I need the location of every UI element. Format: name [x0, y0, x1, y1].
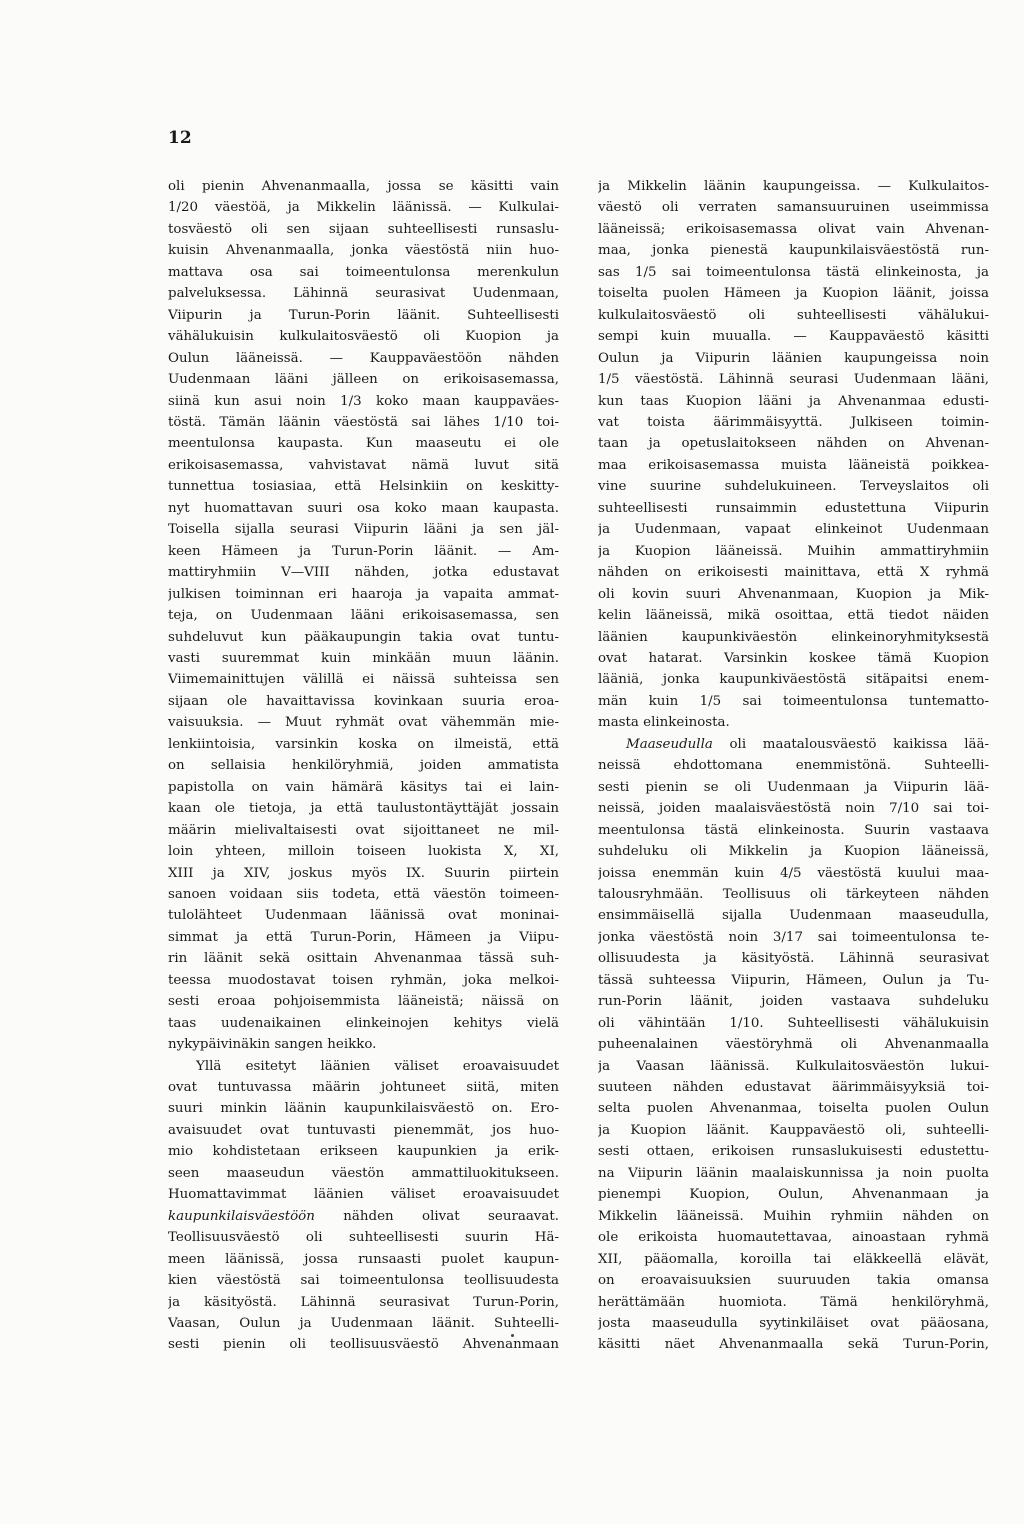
- text-line: Uudenmaan lääni jälleen on erikoisasemassa,: [168, 372, 559, 388]
- text-line: maa, jonka pienestä kaupunkilaisväestöstä run-: [598, 243, 989, 259]
- text-line: meentulonsa kaupasta. Kun maaseutu ei ole: [168, 436, 559, 452]
- text-line: vasti suuremmat kuin minkään muun läänin.: [168, 650, 559, 666]
- text-line: lääneissä; erikoisasemassa olivat vain Ahvenan-: [598, 221, 989, 237]
- text-line: XIII ja XIV, joskus myös IX. Suurin piirtein: [168, 865, 559, 881]
- text-line: tunnettua tosiasiaa, että Helsinkiin on keskitty-: [168, 479, 559, 495]
- text-line: ja Kuopion läänit. Kauppaväestö oli, suhteelli-: [598, 1122, 989, 1138]
- text-line: ja Kuopion lääneissä. Muihin ammattiryhmiin: [598, 543, 989, 559]
- text-line: [598, 734, 989, 755]
- text-line: ovat tuntuvassa määrin johtuneet siitä, miten: [168, 1080, 559, 1096]
- text-line: sijaan ole havaittavissa kovinkaan suuria eroa-: [168, 693, 559, 709]
- right-column: [598, 176, 989, 1356]
- text-line: jonka väestöstä noin 3/17 sai toimeentulonsa te-: [598, 929, 989, 945]
- text-line: mattiryhmiin V—VIII nähden, jotka edustavat: [168, 565, 559, 581]
- text-line: teessa muodostavat toisen ryhmän, joka melkoi-: [168, 972, 559, 988]
- text-line: oli vähintään 1/10. Suhteellisesti vähälukuisin: [598, 1015, 989, 1031]
- text-line: rin läänit sekä osittain Ahvenanmaa tässä suh-: [168, 951, 559, 967]
- stray-print-mark: [511, 1334, 514, 1337]
- text-line: meen läänissä, jossa runsaasti puolet kaupun-: [168, 1251, 559, 1267]
- page-number: 12: [168, 128, 192, 148]
- text-line: suuteen nähden edustavat äärimmäisyyksiä toi-: [598, 1080, 989, 1096]
- text-line: määrin mielivaltaisesti ovat sijoittaneet ne mil-: [168, 822, 559, 838]
- text-line: 1/5 väestöstä. Lähinnä seurasi Uudenmaan lääni,: [598, 372, 989, 388]
- text-line: kuisin Ahvenanmaalla, jonka väestöstä niin huo-: [168, 243, 559, 259]
- text-line: suhdeluku oli Mikkelin ja Kuopion lääneissä,: [598, 844, 989, 860]
- text-line: julkisen toiminnan eri haaroja ja vapaita ammat-: [168, 586, 559, 602]
- text-line: Yllä esitetyt läänien väliset eroavaisuudet: [196, 1058, 559, 1074]
- text-line: nyt huomattavan suuri osa koko maan kaupasta.: [168, 500, 559, 516]
- text-line: Viipurin ja Turun-Porin läänit. Suhteellisesti: [168, 307, 559, 323]
- text-line: käsitti näet Ahvenanmaalla sekä Turun-Porin,: [598, 1337, 989, 1353]
- text-line: ja käsityöstä. Lähinnä seurasivat Turun-Porin,: [168, 1294, 559, 1310]
- text-line: kelin lääneissä, mikä osoittaa, että tiedot näiden: [598, 608, 989, 624]
- text-line: teja, on Uudenmaan lääni erikoisasemassa, sen: [168, 608, 559, 624]
- text-line: ja Vaasan läänissä. Kulkulaitosväestön lukui-: [598, 1058, 989, 1074]
- text-line: Teollisuusväestö oli suhteellisesti suurin Hä-: [168, 1230, 559, 1246]
- text-line: Viimemainittujen välillä ei näissä suhteissa sen: [168, 672, 559, 688]
- text-line: simmat ja että Turun-Porin, Hämeen ja Viipu-: [168, 929, 559, 945]
- text-line: ovat hatarat. Varsinkin koskee tämä Kuopion: [598, 650, 989, 666]
- text-line: sesti eroaa pohjoisemmista lääneistä; näissä on: [168, 994, 559, 1010]
- text-line: siinä kun asui noin 1/3 koko maan kauppaväes-: [168, 393, 559, 409]
- text-line: na Viipurin läänin maalaiskunnissa ja noin puolta: [598, 1165, 989, 1181]
- text-line: puheenalainen väestöryhmä oli Ahvenanmaalla: [598, 1037, 989, 1053]
- text-line: sanoen voidaan siis todeta, että väestön toimeen-: [168, 886, 559, 902]
- text-line: sempi kuin muualla. — Kauppaväestö käsitti: [598, 329, 989, 345]
- text-line: mattava osa sai toimeentulonsa merenkulun: [168, 264, 559, 280]
- text-line: ja Uudenmaan, vapaat elinkeinot Uudenmaan: [598, 522, 989, 538]
- text-line: mio kohdistetaan erikseen kaupunkien ja erik-: [168, 1144, 559, 1160]
- text-line: selta puolen Ahvenanmaa, toiselta puolen Oulun: [598, 1101, 989, 1117]
- text-line: toiselta puolen Hämeen ja Kuopion läänit, joissa: [598, 286, 989, 302]
- text-line: töstä. Tämän läänin väestöstä sai lähes 1/10 toi-: [168, 414, 559, 430]
- text-line: tulolähteet Uudenmaan läänissä ovat moninai-: [168, 908, 559, 924]
- text-line: loin yhteen, milloin toiseen luokista X, XI,: [168, 844, 559, 860]
- text-line: Mikkelin lääneissä. Muihin ryhmiin nähden on: [598, 1208, 989, 1224]
- text-line: erikoisasemassa, vahvistavat nämä luvut sitä: [168, 457, 559, 473]
- text-line: meentulonsa tästä elinkeinosta. Suurin vastaava: [598, 822, 989, 838]
- text-line: vine suurine suhdelukuineen. Terveyslaitos oli: [598, 479, 989, 495]
- text-line: kulkulaitosväestö oli suhteellisesti vähälukui-: [598, 307, 989, 323]
- text-line: ole erikoista huomautettavaa, ainoastaan ryhmä: [598, 1230, 989, 1246]
- text-line: taas uudenaikainen elinkeinojen kehitys vielä: [168, 1015, 559, 1031]
- text-line: sas 1/5 sai toimeentulonsa tästä elinkeinosta, ja: [598, 264, 989, 280]
- text-line: Oulun lääneissä. — Kauppaväestöön nähden: [168, 350, 559, 366]
- text-line: ja Mikkelin läänin kaupungeissa. — Kulkulaitos-: [598, 179, 989, 194]
- text-line: kien väestöstä sai toimeentulonsa teollisuudesta: [168, 1273, 559, 1289]
- text-line: vat toista äärimmäisyyttä. Julkiseen toimin-: [598, 414, 989, 430]
- text-line: avaisuudet ovat tuntuvasti pienemmät, jos huo-: [168, 1122, 559, 1138]
- text-line: keen Hämeen ja Turun-Porin läänit. — Am-: [168, 543, 559, 559]
- text-line: [168, 1206, 559, 1227]
- text-line: nähden on erikoisesti mainittava, että X ryhmä: [598, 565, 989, 581]
- text-line: seen maaseudun väestön ammattiluokitukseen.: [168, 1165, 559, 1181]
- text-line: 1/20 väestöä, ja Mikkelin läänissä. — Kulkulai-: [168, 200, 559, 216]
- text-line: run-Porin läänit, joiden vastaava suhdeluku: [598, 994, 989, 1010]
- text-line: väestö oli verraten samansuuruinen useimmissa: [598, 200, 989, 216]
- text-line: läänien kaupunkiväestön elinkeinoryhmityksestä: [598, 629, 989, 645]
- italic-term: Maaseudulla: [626, 736, 713, 752]
- text-line: pienempi Kuopion, Oulun, Ahvenanmaan ja: [598, 1187, 989, 1203]
- text-line: on eroavaisuuksien suuruuden takia omansa: [598, 1273, 989, 1289]
- text-line: XII, pääomalla, koroilla tai eläkkeellä elävät,: [598, 1251, 989, 1267]
- text-line: masta elinkeinosta.: [598, 715, 730, 731]
- text-segment: oli maatalousväestö kaikissa lää-: [712, 736, 989, 752]
- text-line: tosväestö oli sen sijaan suhteellisesti runsaslu-: [168, 221, 559, 237]
- text-line: ollisuudesta ja käsityöstä. Lähinnä seurasivat: [598, 951, 989, 967]
- text-line: on sellaisia henkilöryhmiä, joiden ammatista: [168, 758, 559, 774]
- text-line: Toisella sijalla seurasi Viipurin lääni ja sen jäl-: [168, 522, 559, 538]
- text-line: Huomattavimmat läänien väliset eroavaisuudet: [168, 1187, 559, 1203]
- text-line: palveluksessa. Lähinnä seurasivat Uudenmaan,: [168, 286, 559, 302]
- text-line: sesti pienin se oli Uudenmaan ja Viipurin lää-: [598, 779, 989, 795]
- text-line: kaan ole tietoja, ja että taulustontäyttäjät jossain: [168, 801, 559, 817]
- text-line: papistolla on vain hämärä käsitys tai ei lain-: [168, 779, 559, 795]
- text-line: sesti pienin oli teollisuusväestö Ahvenanmaan: [168, 1337, 559, 1353]
- left-column: [168, 176, 559, 1356]
- text-line: suuri minkin läänin kaupunkilaisväestö on. Ero-: [168, 1101, 559, 1117]
- text-line: neissä ehdottomana enemmistönä. Suhteelli-: [598, 758, 989, 774]
- text-line: ensimmäisellä sijalla Uudenmaan maaseudulla,: [598, 908, 989, 924]
- text-line: Oulun ja Viipurin läänien kaupungeissa noin: [598, 350, 989, 366]
- text-line: kun taas Kuopion lääni ja Ahvenanmaa edusti-: [598, 393, 989, 409]
- italic-term: kaupunkilaisväestöön: [168, 1208, 315, 1224]
- text-line: män kuin 1/5 sai toimeentulonsa tuntematto-: [598, 693, 989, 709]
- text-line: neissä, joiden maalaisväestöstä noin 7/10 sai toi-: [598, 801, 989, 817]
- text-line: Vaasan, Oulun ja Uudenmaan läänit. Suhteelli-: [168, 1316, 559, 1332]
- text-line: oli kovin suuri Ahvenanmaan, Kuopion ja Mik-: [598, 586, 989, 602]
- text-segment: nähden olivat seuraavat.: [314, 1208, 559, 1224]
- text-line: lääniä, jonka kaupunkiväestöstä sitäpaitsi enem-: [598, 672, 989, 688]
- text-line: herättämään huomiota. Tämä henkilöryhmä,: [598, 1294, 989, 1310]
- text-line: vaisuuksia. — Muut ryhmät ovat vähemmän mie-: [168, 715, 559, 731]
- text-line: joissa enemmän kuin 4/5 väestöstä kuului maa-: [598, 865, 989, 881]
- text-line: oli pienin Ahvenanmaalla, jossa se käsitti vain: [168, 179, 559, 194]
- text-line: taan ja opetuslaitokseen nähden on Ahvenan-: [598, 436, 989, 452]
- text-line: maa erikoisasemassa muista lääneistä poikkea-: [598, 457, 989, 473]
- text-line: vähälukuisin kulkulaitosväestö oli Kuopion ja: [168, 329, 559, 345]
- text-line: suhteellisesti runsaimmin edustettuna Viipurin: [598, 500, 989, 516]
- text-line: lenkiintoisia, varsinkin koska on ilmeistä, että: [168, 736, 559, 752]
- text-line: tässä suhteessa Viipurin, Hämeen, Oulun ja Tu-: [598, 972, 989, 988]
- text-line: talousryhmään. Teollisuus oli tärkeyteen nähden: [598, 886, 989, 902]
- text-line: suhdeluvut kun pääkaupungin takia ovat tuntu-: [168, 629, 559, 645]
- text-line: josta maaseudulla syytinkiläiset ovat pääosana,: [598, 1316, 989, 1332]
- text-line: nykypäivinäkin sangen heikko.: [168, 1037, 377, 1053]
- text-line: sesti ottaen, erikoisen runsaslukuisesti edustettu-: [598, 1144, 989, 1160]
